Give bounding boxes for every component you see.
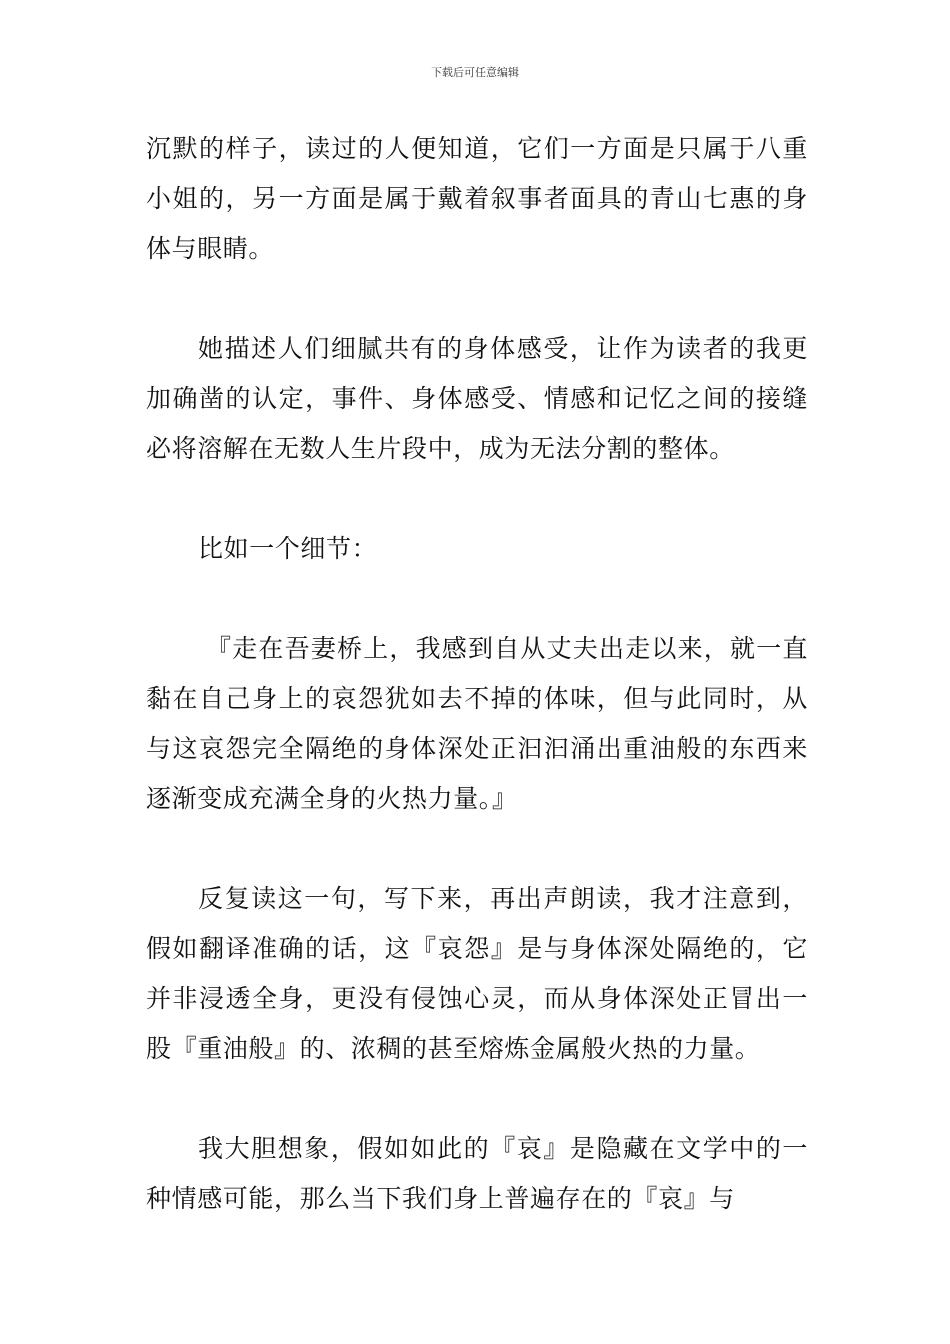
paragraph-gap xyxy=(146,274,808,324)
paragraph-gap xyxy=(146,574,808,624)
paragraph-6: 我大胆想象，假如如此的『哀』是隐藏在文学中的一种情感可能，那么当下我们身上普遍存在的『哀』与 xyxy=(146,1134,808,1213)
quote-paragraph: 『走在吾妻桥上，我感到自从丈夫出走以来，就一直黏在自己身上的哀怨犹如去不掉的体味，但与此同时，从与这哀怨完全隔绝的身体深处正汩汩涌出重油般的东西来逐渐变成充满全身的火热力量。』 xyxy=(146,634,808,813)
page-header-note: 下载后可任意编辑 xyxy=(431,66,519,79)
paragraph-gap xyxy=(146,474,808,524)
paragraph-3: 比如一个细节： xyxy=(198,534,378,563)
paragraph-2: 她描述人们细腻共有的身体感受，让作为读者的我更加确凿的认定，事件、身体感受、情感和记忆之间的接缝必将溶解在无数人生片段中，成为无法分割的整体。 xyxy=(146,334,808,463)
paragraph-gap xyxy=(146,1074,808,1124)
paragraph-1: 沉默的样子，读过的人便知道，它们一方面是只属于八重小姐的，另一方面是属于戴着叙事者面具的青山七惠的身体与眼睛。 xyxy=(146,134,808,263)
document-body xyxy=(146,124,808,1224)
paragraph-5: 反复读这一句，写下来，再出声朗读，我才注意到，假如翻译准确的话，这『哀怨』是与身体深处隔绝的，它并非浸透全身，更没有侵蚀心灵，而从身体深处正冒出一股『重油般』的、浓稠的甚至熔炼金属般火热的力量。 xyxy=(146,884,808,1063)
paragraph-gap xyxy=(146,824,808,874)
